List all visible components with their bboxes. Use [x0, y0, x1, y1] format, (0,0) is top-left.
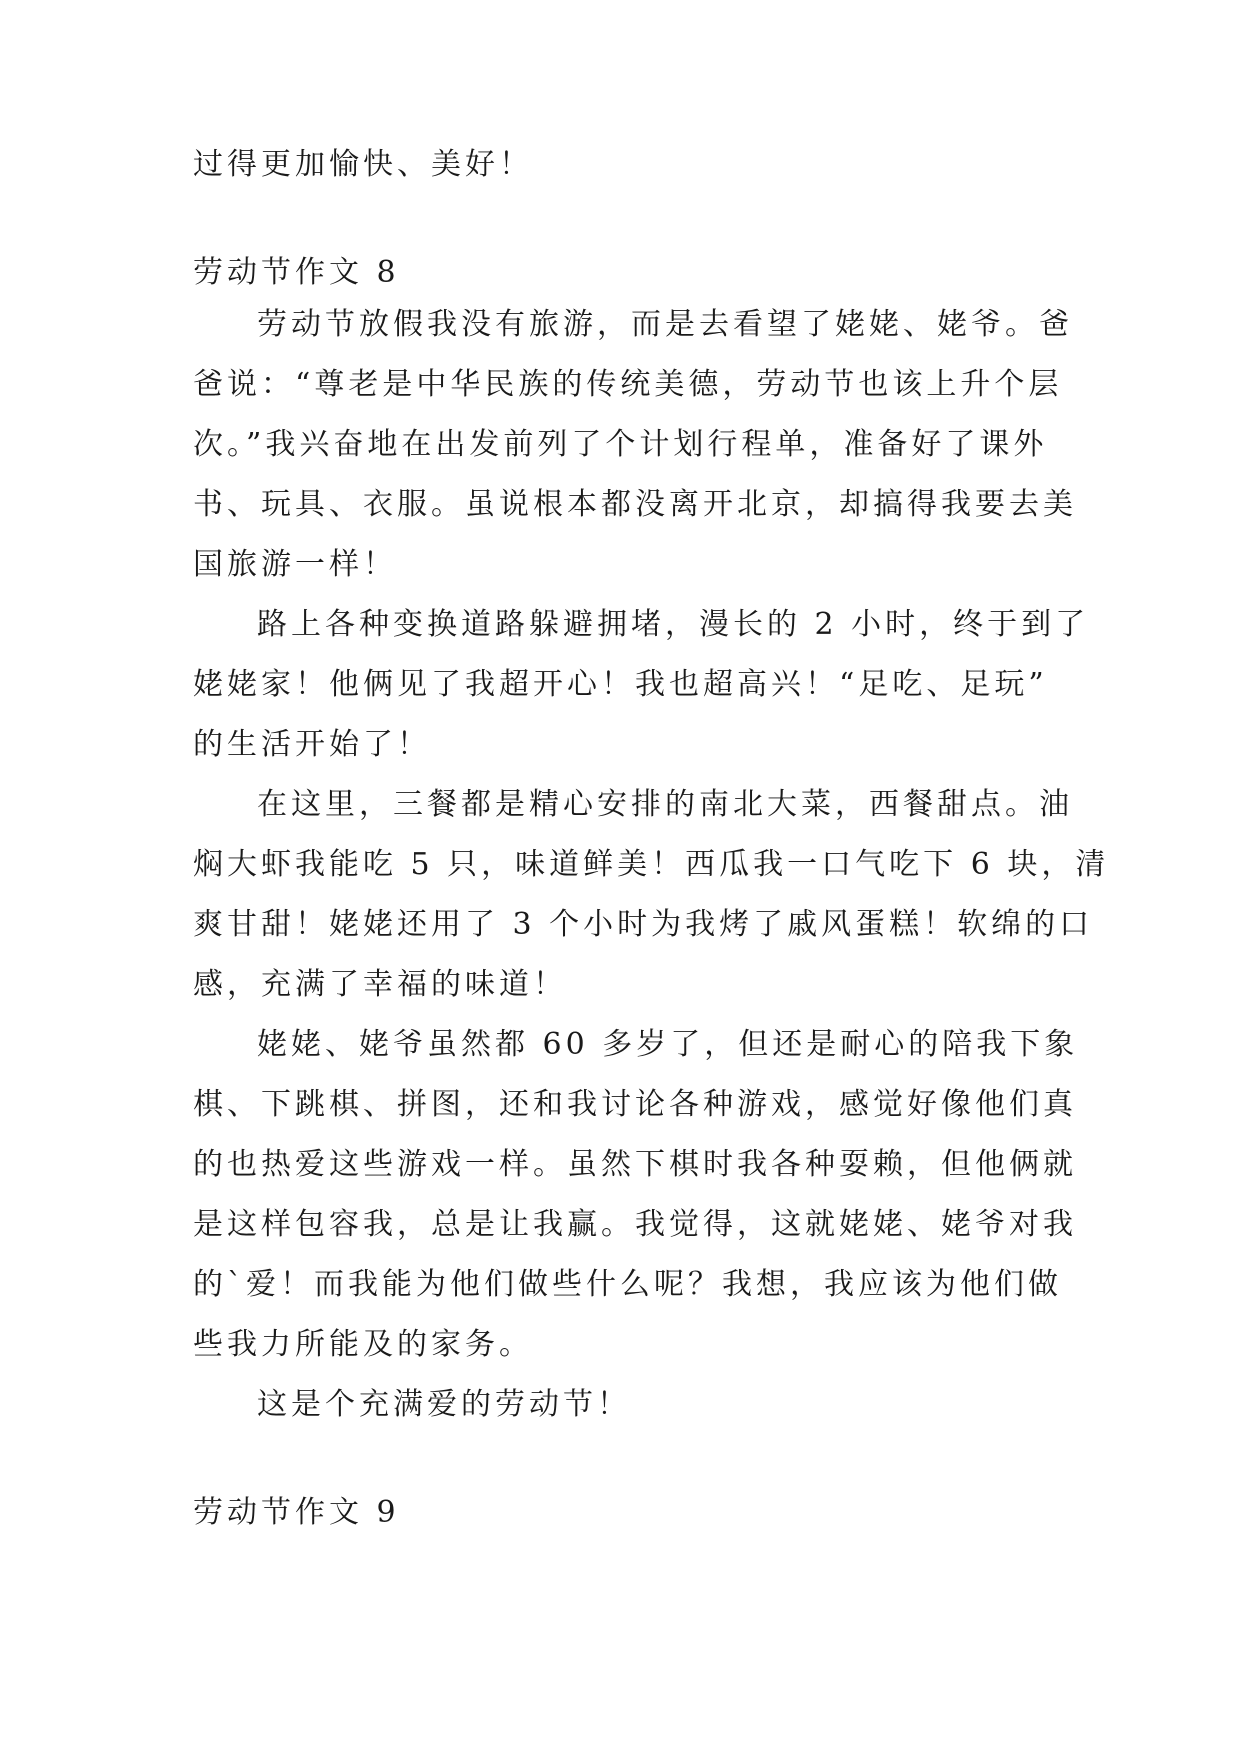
opening-line: 过得更加愉快、美好！	[193, 147, 533, 182]
paragraph-line: 姥姥家！他俩见了我超开心！我也超高兴！“足吃、足玩”	[193, 667, 1048, 702]
paragraph-line: 的生活开始了！	[193, 727, 431, 762]
paragraph-line: 爽甘甜！姥姥还用了 3 个小时为我烤了戚风蛋糕！软绵的口	[193, 907, 1094, 942]
paragraph-line: 焖大虾我能吃 5 只，味道鲜美！西瓜我一口气吃下 6 块，清	[193, 847, 1110, 882]
paragraph-line: 些我力所能及的家务。	[193, 1327, 533, 1362]
paragraph-line: 国旅游一样！	[193, 547, 397, 582]
paragraph-line: 在这里，三餐都是精心安排的南北大菜，西餐甜点。油	[257, 787, 1073, 822]
section-8-paragraph-5	[193, 1375, 1053, 1435]
paragraph-line: 路上各种变换道路躲避拥堵，漫长的 2 小时，终于到了	[257, 607, 1090, 642]
paragraph-line: 爸说：“尊老是中华民族的传统美德，劳动节也该上升个层	[193, 367, 1063, 402]
section-8-paragraph-2	[193, 595, 1090, 775]
paragraph-line: 的`爱！而我能为他们做些什么呢？我想，我应该为他们做	[193, 1267, 1062, 1302]
opening-line-block	[193, 135, 1053, 195]
section-8-paragraph-4	[193, 1015, 1079, 1375]
section-title: 劳动节作文 8	[193, 255, 400, 290]
paragraph-line: 书、玩具、衣服。虽说根本都没离开北京，却搞得我要去美	[193, 487, 1077, 522]
paragraph-line: 次。”我兴奋地在出发前列了个计划行程单，准备好了课外	[193, 427, 1048, 462]
section-8-title-block	[193, 243, 1053, 303]
section-9-title-block	[193, 1483, 1053, 1543]
paragraph-line: 的也热爱这些游戏一样。虽然下棋时我各种耍赖，但他俩就	[193, 1147, 1077, 1182]
paragraph-line: 是这样包容我，总是让我赢。我觉得，这就姥姥、姥爷对我	[193, 1207, 1077, 1242]
section-title: 劳动节作文 9	[193, 1495, 400, 1530]
section-8-paragraph-1	[193, 295, 1077, 595]
section-8-paragraph-3	[193, 775, 1110, 1015]
paragraph-line: 姥姥、姥爷虽然都 60 多岁了，但还是耐心的陪我下象	[257, 1027, 1079, 1062]
paragraph-line: 感，充满了幸福的味道！	[193, 967, 567, 1002]
paragraph-line: 棋、下跳棋、拼图，还和我讨论各种游戏，感觉好像他们真	[193, 1087, 1077, 1122]
paragraph-line: 这是个充满爱的劳动节！	[257, 1387, 631, 1422]
paragraph-line: 劳动节放假我没有旅游，而是去看望了姥姥、姥爷。爸	[257, 307, 1073, 342]
